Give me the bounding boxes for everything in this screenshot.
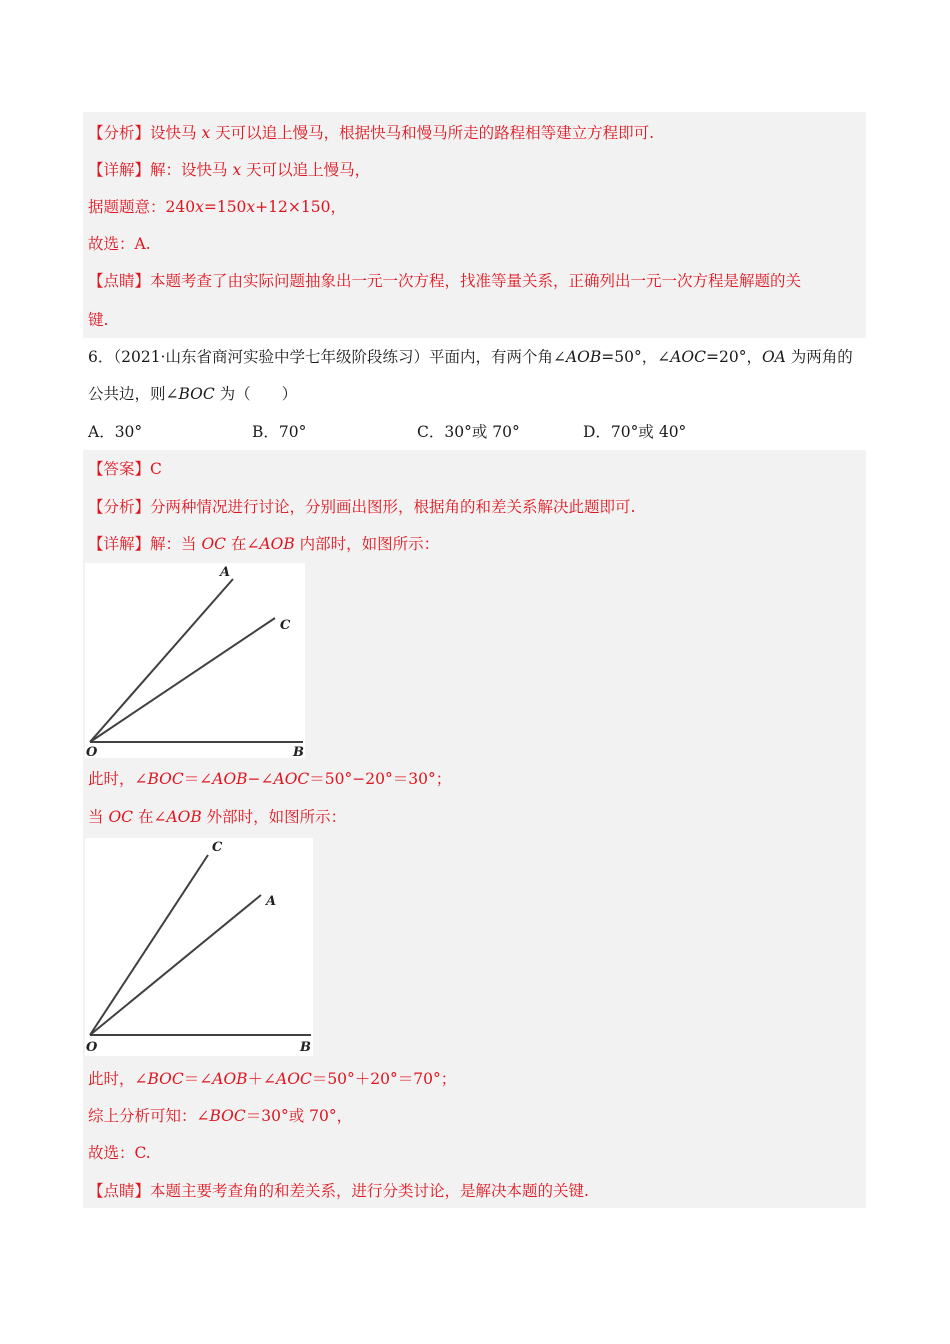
- q6-case2-intro: 当 OC 在∠AOB 外部时，如图所示：: [88, 808, 347, 826]
- option-a: A．30°: [88, 423, 143, 441]
- detail-tag: 【详解】: [88, 535, 151, 553]
- ray-oc: [90, 855, 208, 1035]
- q5-equation: 据题题意：240x=150x+12×150，: [88, 198, 346, 216]
- q6-comment: 【点睛】本题主要考查角的和差关系，进行分类讨论，是解决本题的关键.: [88, 1182, 589, 1200]
- label-a: A: [266, 894, 277, 909]
- q5-comment-continued: 键.: [88, 311, 109, 329]
- figure-oc-inside: [85, 563, 305, 758]
- angle-diagram-1: [85, 563, 305, 758]
- figure-oc-outside: [85, 838, 313, 1056]
- q6-calc-case2: 此时，∠BOC＝∠AOB＋∠AOC＝50°＋20°＝70°；: [88, 1070, 457, 1088]
- q6-analysis: 【分析】分两种情况进行讨论，分别画出图形，根据角的和差关系解决此题即可.: [88, 498, 636, 516]
- label-o: O: [86, 745, 98, 758]
- q5-choose: 故选：A.: [88, 235, 151, 253]
- q6-detail: 【详解】解：当 OC 在∠AOB 内部时，如图所示：: [88, 535, 440, 553]
- label-c: C: [280, 618, 291, 633]
- option-c: C．30°或 70°: [417, 423, 520, 441]
- option-d: D．70°或 40°: [583, 423, 687, 441]
- q5-detail: 【详解】解：设快马 x 天可以追上慢马，: [88, 161, 371, 179]
- comment-tag: 【点睛】: [88, 1182, 151, 1200]
- analysis-tag: 【分析】: [88, 124, 151, 142]
- q5-comment: 【点睛】本题考查了由实际问题抽象出一元一次方程，找准等量关系，正确列出一元一次方程是解题的关: [88, 272, 802, 290]
- option-b: B．70°: [252, 423, 307, 441]
- label-c: C: [212, 840, 223, 855]
- comment-tag: 【点睛】: [88, 272, 151, 290]
- answer-tag: 【答案】: [88, 460, 151, 478]
- q6-stem-line1: 6．（2021·山东省商河实验中学七年级阶段练习）平面内，有两个角∠AOB=50°，∠AOC=20°，OA 为两角的: [88, 348, 853, 366]
- label-b: B: [300, 1040, 311, 1055]
- angle-diagram-2: [85, 838, 313, 1056]
- label-a: A: [220, 565, 231, 580]
- q6-summary: 综上分析可知：∠BOC＝30°或 70°，: [88, 1107, 353, 1125]
- label-b: B: [293, 745, 304, 758]
- q6-answer: 【答案】C: [88, 460, 162, 478]
- q5-analysis: 【分析】设快马 x 天可以追上慢马，根据快马和慢马所走的路程相等建立方程即可.: [88, 124, 655, 142]
- q5-solution-block: [83, 112, 866, 338]
- q6-choose: 故选：C.: [88, 1144, 151, 1162]
- q6-calc-case1: 此时，∠BOC＝∠AOB−∠AOC＝50°−20°＝30°；: [88, 770, 452, 788]
- q6-stem-line2: 公共边，则∠BOC 为（ ）: [88, 385, 298, 403]
- label-o: O: [86, 1040, 98, 1055]
- analysis-tag: 【分析】: [88, 498, 151, 516]
- ray-oa: [90, 895, 261, 1035]
- detail-tag: 【详解】: [88, 161, 151, 179]
